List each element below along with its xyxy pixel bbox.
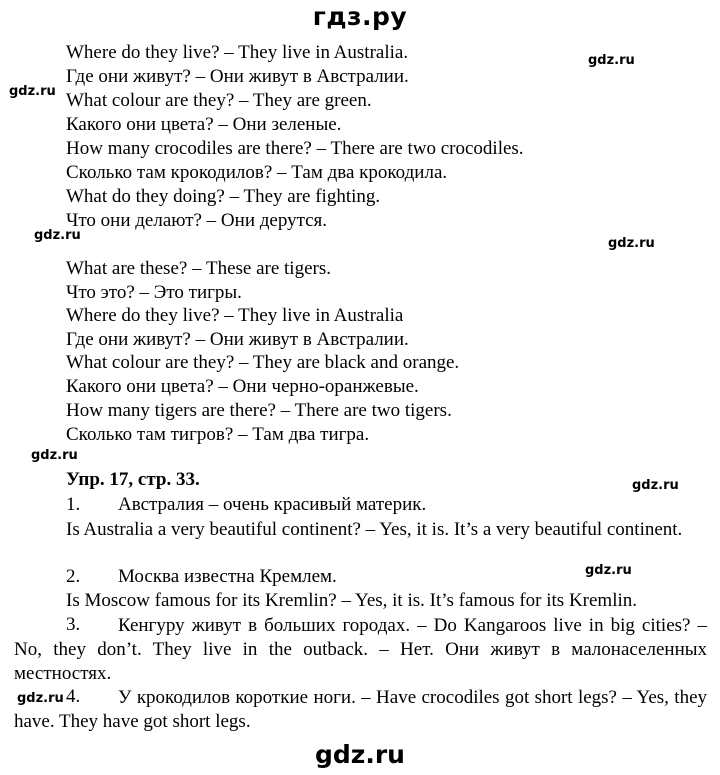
site-header: гдз.ру [312, 2, 408, 31]
exercise-title: Упр. 17, стр. 33. [66, 469, 200, 490]
dialog-line: Сколько там тигров? – Там два тигра. [66, 424, 370, 445]
item-number: 2. [66, 566, 81, 587]
item-russian: Австралия – очень красивый материк. [118, 494, 427, 515]
dialog-line: Какого они цвета? – Они зеленые. [66, 114, 342, 135]
dialog-line: What do they doing? – They are fighting. [66, 186, 381, 207]
dialog-line: Сколько там крокодилов? – Там два крокодила. [66, 162, 448, 183]
dialog-line: How many tigers are there? – There are two tigers. [66, 400, 452, 421]
watermark: gdz.ru [34, 228, 81, 243]
item-number: 4. [66, 686, 81, 707]
watermark: gdz.ru [585, 563, 632, 578]
item-paragraph [14, 614, 707, 686]
item-number: 3. [66, 614, 81, 635]
dialog-line: How many crocodiles are there? – There are two crocodiles. [66, 138, 524, 159]
watermark: gdz.ru [608, 236, 655, 251]
dialog-line: Какого они цвета? – Они черно-оранжевые. [66, 376, 419, 397]
item-russian: Москва известна Кремлем. [118, 566, 337, 587]
watermark: gdz.ru [31, 448, 78, 463]
item-number: 1. [66, 494, 81, 515]
item-english: Is Moscow famous for its Kremlin? – Yes, it is. It’s famous for its Kremlin. [66, 590, 638, 611]
dialog-line: What colour are they? – They are black and orange. [66, 352, 460, 373]
item-paragraph [14, 686, 707, 734]
site-footer: gdz.ru [315, 740, 405, 769]
dialog-line: Где они живут? – Они живут в Австралии. [66, 66, 409, 87]
watermark: gdz.ru [17, 691, 64, 706]
dialog-line: What colour are they? – They are green. [66, 90, 372, 111]
watermark: gdz.ru [588, 53, 635, 68]
dialog-line: Что это? – Это тигры. [66, 282, 242, 303]
dialog-line: Что они делают? – Они дерутся. [66, 210, 328, 231]
item-paragraph-text: Кенгуру живут в больших городах. – Do Kangaroos live in big cities? – No, they don’t. They live in the outback. – Нет. Они живут в малонаселенных местностях. [14, 615, 707, 684]
dialog-line: What are these? – These are tigers. [66, 258, 331, 279]
dialog-line: Где они живут? – Они живут в Австралии. [66, 329, 409, 350]
watermark: gdz.ru [632, 478, 679, 493]
dialog-line: Where do they live? – They live in Australia [66, 305, 404, 326]
item-english [14, 518, 707, 542]
dialog-line: Where do they live? – They live in Australia. [66, 42, 409, 63]
watermark: gdz.ru [9, 84, 56, 99]
item-paragraph-text: У крокодилов короткие ноги. – Have crocodiles got short legs? – Yes, they have. They have got short legs. [14, 687, 707, 732]
item-english-text: Is Australia a very beautiful continent? – Yes, it is. It’s a very beautiful continent. [66, 519, 683, 540]
